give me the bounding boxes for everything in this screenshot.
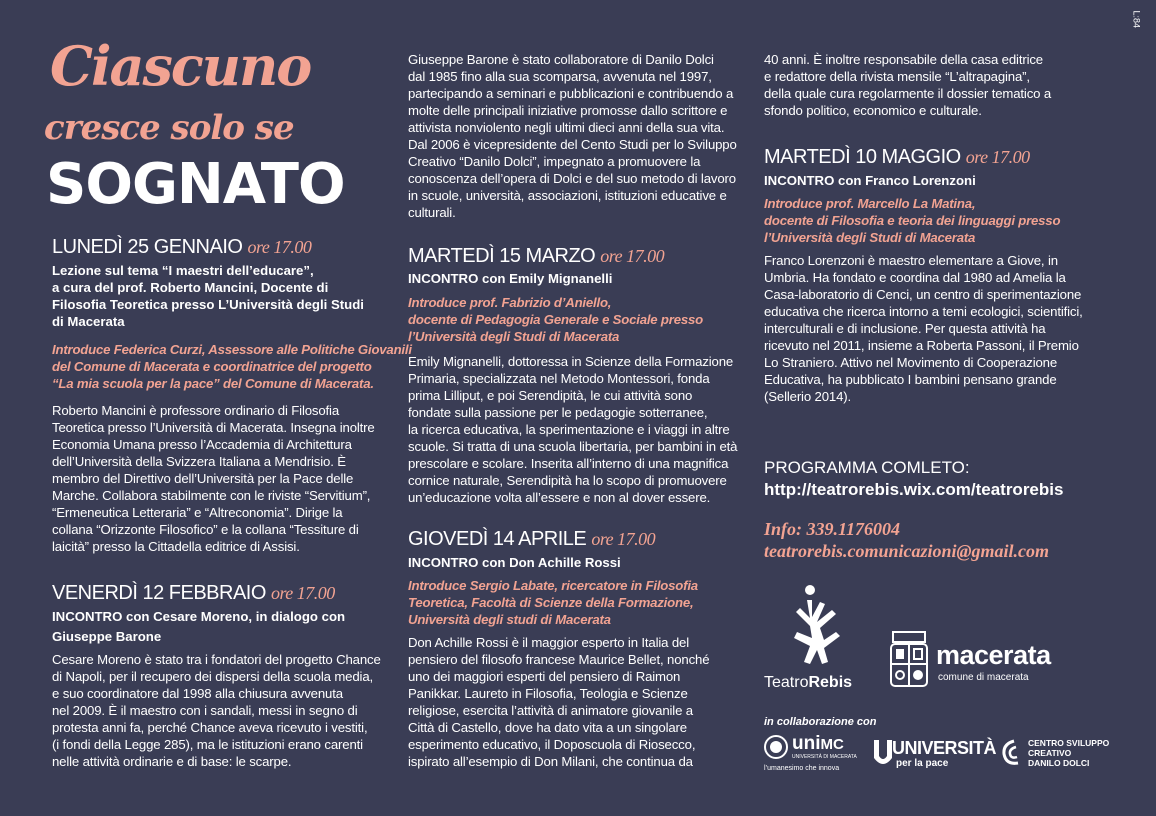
danilo-dolci-line-2: CREATIVO: [1028, 748, 1072, 758]
event-2-heading: [52, 582, 335, 605]
subtitle-line: di Macerata: [52, 314, 125, 329]
body-line: Franco Lorenzoni è maestro elementare a Giove, in: [764, 253, 1058, 268]
subtitle-line: Giuseppe Barone: [52, 629, 162, 644]
body-line: in scuole, università, associazioni, istituzioni educative e: [408, 188, 727, 203]
title-line-3: SOGNATO: [46, 152, 345, 217]
programma-label: PROGRAMMA COMLETO:: [764, 458, 970, 477]
body-line: prescolare e scolare. Inserita all’interno di una magnifica: [408, 456, 729, 471]
teatrorebis-figure-icon: [772, 582, 862, 672]
body-line: partecipando a seminari e pubblicazioni e contribuendo a: [408, 86, 734, 101]
body-line: Creativo “Danilo Dolci”, impegnato a promuovere la: [408, 154, 701, 169]
body-line: collana “Orizzonte Filosofico” e la collana “Tessiture di: [52, 522, 359, 537]
body-line: Lo Straniero. Attivo nel Movimento di Cooperazione: [764, 355, 1058, 370]
info-email[interactable]: teatrorebis.comunicazioni@gmail.com: [764, 541, 1049, 561]
body-line: la ricerca educativa, la sperimentazione e i viaggi in altre: [408, 422, 730, 437]
event-4-body: [408, 634, 709, 770]
body-line: 40 anni. È inoltre responsabile della casa editrice: [764, 52, 1043, 67]
danilo-dolci-line-1: CENTRO SVILUPPO: [1028, 738, 1110, 748]
event-5-heading: [764, 146, 1030, 169]
body-line: culturali.: [408, 205, 456, 220]
body-line: della quale cura regolarmente il dossier tematico a: [764, 86, 1052, 101]
event-3-time: ore 17.00: [600, 246, 665, 266]
event-1-subtitle: [52, 262, 397, 330]
intro-line: Introduce prof. Marcello La Matina,: [764, 196, 976, 211]
body-line: uno dei maggiori esperti del pensiero di Raimon: [408, 669, 681, 684]
body-line: esperimento educativo, il Doposcuola di Riosecco,: [408, 737, 696, 752]
unimc-logo: [764, 735, 864, 775]
body-line: di Napoli, per il recupero dei dispersi della scuola media,: [52, 669, 374, 684]
body-line: Cesare Moreno è stato tra i fondatori del progetto Chance: [52, 652, 381, 667]
body-line: pensiero del filosofo francese Maurice Bellet, nonché: [408, 652, 710, 667]
event-5-day: MARTEDÌ 10 MAGGIO: [764, 146, 961, 168]
body-line: cornice naturale, Serendipità ha lo scopo di promuovere: [408, 473, 727, 488]
body-line: prima Lilliput, e poi Serendipità, le cui attività sono: [408, 388, 693, 403]
body-line: laicità” presso la Cittadella editrice di Assisi.: [52, 539, 300, 554]
body-line: Economia Umana presso l’Accademia di Architettura: [52, 437, 352, 452]
body-line: religiose, esercita l’attività di animatore giovanile a: [408, 703, 693, 718]
macerata-crest-icon: [890, 630, 928, 688]
body-line: educativa che ricerca intorno a temi ecologici, scientifici,: [764, 304, 1083, 319]
macerata-logo: [890, 630, 1090, 690]
event-3-day: MARTEDÌ 15 MARZO: [408, 245, 596, 267]
event-4-body-continued: [764, 51, 1051, 119]
body-line: molte delle principali iniziative promosse dallo scrittore e: [408, 103, 728, 118]
danilo-dolci-spiral-icon: [1000, 738, 1024, 768]
macerata-subtitle: comune di macerata: [938, 672, 1029, 683]
wordmark-part: uni: [792, 733, 821, 754]
event-3-body: [408, 353, 737, 506]
event-3-subtitle: [408, 270, 612, 287]
unimc-seal-icon: [764, 735, 788, 759]
body-line: protesta anni fa, perché Chance aveva ricevuto i vestiti,: [52, 720, 368, 735]
subtitle-line: Filosofia Teoretica presso L’Università degli Studi: [52, 297, 364, 312]
body-line: Teoretica presso l’Università di Macerata. Insegna inoltre: [52, 420, 375, 435]
intro-line: Introduce prof. Fabrizio d’Aniello,: [408, 295, 612, 310]
intro-line: Teoretica, Facoltà di Scienze della Formazione,: [408, 595, 694, 610]
intro-line: del Comune di Macerata e coordinatrice del progetto: [52, 359, 372, 374]
subtitle-line: INCONTRO con Cesare Moreno, in dialogo con: [52, 609, 346, 624]
event-2-subtitle: [52, 608, 397, 645]
body-line: fondate sulla passione per le pedagogie sotterranee,: [408, 405, 708, 420]
title-block: [42, 36, 362, 226]
body-line: nel 2009. È il maestro con i sandali, messi in segno di: [52, 703, 358, 718]
body-line: Don Achille Rossi è il maggior esperto in Italia del: [408, 635, 690, 650]
event-1-time: ore 17.00: [247, 237, 312, 257]
intro-line: docente di Pedagogia Generale e Sociale presso: [408, 312, 703, 327]
subtitle-line: INCONTRO con Franco Lorenzoni: [764, 173, 976, 188]
event-2-body: [52, 651, 397, 770]
body-line: dell’Università della Svizzera Italiana a Mendrisio. È: [52, 454, 346, 469]
body-line: Educativa, ha pubblicato I bambini pensano grande: [764, 372, 1057, 387]
body-line: scuole. Si tratta di una scuola libertaria, per bambini in età: [408, 439, 738, 454]
body-line: interculturali e di inclusione. Per questa attività ha: [764, 321, 1046, 336]
body-line: sfondo politico, economico e culturale.: [764, 103, 982, 118]
event-2-body-continued: [408, 51, 753, 221]
body-line: Roberto Mancini è professore ordinario di Filosofia: [52, 403, 340, 418]
title-line-1: Ciascuno: [50, 34, 311, 98]
event-4-intro: [408, 577, 698, 628]
intro-line: Università degli studi di Macerata: [408, 612, 611, 627]
event-4-subtitle: [408, 554, 621, 571]
body-line: (i fondi della Legge 285), ma le istituzioni erano carenti: [52, 737, 363, 752]
body-line: e redattore della rivista mensile “L’altrapagina”,: [764, 69, 1030, 84]
body-line: “Ermeneutica Letteraria” e “Altreconomia”. Dirige la: [52, 505, 343, 520]
body-line: Casa-laboratorio di Cenci, un centro di sperimentazione: [764, 287, 1082, 302]
unimc-motto: l’umanesimo che innova: [764, 765, 840, 772]
collaboration-label: in collaborazione con: [764, 716, 877, 728]
body-line: Panikkar. Laureto in Filosofia, Teologia e Scienze: [408, 686, 688, 701]
event-1-intro: [52, 341, 412, 392]
body-line: membro del Direttivo dell’Università per la Pace delle: [52, 471, 354, 486]
body-line: Città di Castello, dove ha dato vita a un singolare: [408, 720, 687, 735]
universita-pace-wordmark: UNIVERSITÀ: [892, 738, 997, 758]
event-1-day: LUNEDÌ 25 GENNAIO: [52, 236, 243, 258]
body-line: nelle attività ordinarie e di base: le scarpe.: [52, 754, 292, 769]
event-5-intro: [764, 195, 1060, 246]
body-line: Emily Mignanelli, dottoressa in Scienze della Formazione: [408, 354, 734, 369]
event-5-time: ore 17.00: [965, 147, 1030, 167]
body-line: Dal 2006 è vicepresidente del Cento Studi per lo Sviluppo: [408, 137, 737, 152]
body-line: Umbria. Ha fondato e coordina dal 1980 ad Amelia la: [764, 270, 1066, 285]
event-5-body: [764, 252, 1083, 405]
intro-line: Introduce Sergio Labate, ricercatore in Filosofia: [408, 578, 698, 593]
universita-pace-u-icon: [872, 738, 894, 768]
body-line: Giuseppe Barone è stato collaboratore di Danilo Dolci: [408, 52, 714, 67]
body-line: ispirato all’esempio di Don Milani, che continua da: [408, 754, 693, 769]
teatrorebis-wordmark: [764, 674, 852, 692]
wordmark-part: Rebis: [808, 674, 853, 691]
intro-line: l’Università degli Studi di Macerata: [764, 230, 976, 245]
body-line: Marche. Collabora stabilmente con le riviste “Servitium”,: [52, 488, 371, 503]
teatrorebis-logo: [762, 582, 872, 692]
event-5-subtitle: [764, 172, 976, 189]
event-1-heading: [52, 236, 311, 259]
unimc-wordmark: [792, 733, 844, 755]
intro-line: Introduce Federica Curzi, Assessore alle Politiche Giovanili: [52, 342, 412, 357]
event-4-day: GIOVEDÌ 14 APRILE: [408, 528, 587, 550]
event-3-intro: [408, 294, 703, 345]
body-line: e suo coordinatore dal 1998 alla chiusura avvenuta: [52, 686, 343, 701]
intro-line: “La mia scuola per la pace” del Comune di Macerata.: [52, 376, 374, 391]
body-line: attivista nonviolento negli ultimi dieci anni della sua vita.: [408, 120, 725, 135]
body-line: (Sellerio 2014).: [764, 389, 852, 404]
programma-url[interactable]: http://teatrorebis.wix.com/teatrorebis: [764, 480, 1064, 499]
event-2-day: VENERDÌ 12 FEBBRAIO: [52, 582, 266, 604]
event-4-time: ore 17.00: [591, 529, 656, 549]
event-4-heading: [408, 528, 655, 551]
wordmark-part: Teatro: [764, 674, 809, 691]
intro-line: docente di Filosofia e teoria dei linguaggi presso: [764, 213, 1061, 228]
event-2-time: ore 17.00: [270, 583, 335, 603]
body-line: ricevuto nel 2011, insieme a Roberta Passoni, il Premio: [764, 338, 1079, 353]
body-line: un’educazione volta all’essere e non al dover essere.: [408, 490, 711, 505]
universita-pace-logo: [872, 738, 997, 774]
unimc-subtitle: UNIVERSITÀ DI MACERATA: [792, 754, 857, 760]
danilo-dolci-logo: [1000, 738, 1110, 774]
subtitle-line: INCONTRO con Don Achille Rossi: [408, 555, 621, 570]
body-line: conoscenza dell’opera di Dolci e del suo metodo di lavoro: [408, 171, 736, 186]
info-phone: Info: 339.1176004: [764, 519, 901, 539]
body-line: dal 1985 fino alla sua scomparsa, avvenuta nel 1997,: [408, 69, 712, 84]
danilo-dolci-line-3: DANILO DOLCI: [1028, 758, 1090, 768]
subtitle-line: Lezione sul tema “I maestri dell’educare”,: [52, 263, 314, 278]
page-number: L:84: [1132, 10, 1142, 28]
event-3-heading: [408, 245, 664, 268]
intro-line: l’Università degli Studi di Macerata: [408, 329, 620, 344]
title-line-2: cresce solo se: [44, 108, 294, 148]
universita-pace-subtitle: per la pace: [896, 758, 949, 769]
event-1-body: [52, 402, 397, 555]
subtitle-line: INCONTRO con Emily Mignanelli: [408, 271, 613, 286]
wordmark-part: MC: [820, 736, 844, 753]
macerata-wordmark: macerata: [936, 640, 1051, 670]
body-line: Primaria, specializzata nel Metodo Montessori, fonda: [408, 371, 710, 386]
subtitle-line: a cura del prof. Roberto Mancini, Docente di: [52, 280, 329, 295]
